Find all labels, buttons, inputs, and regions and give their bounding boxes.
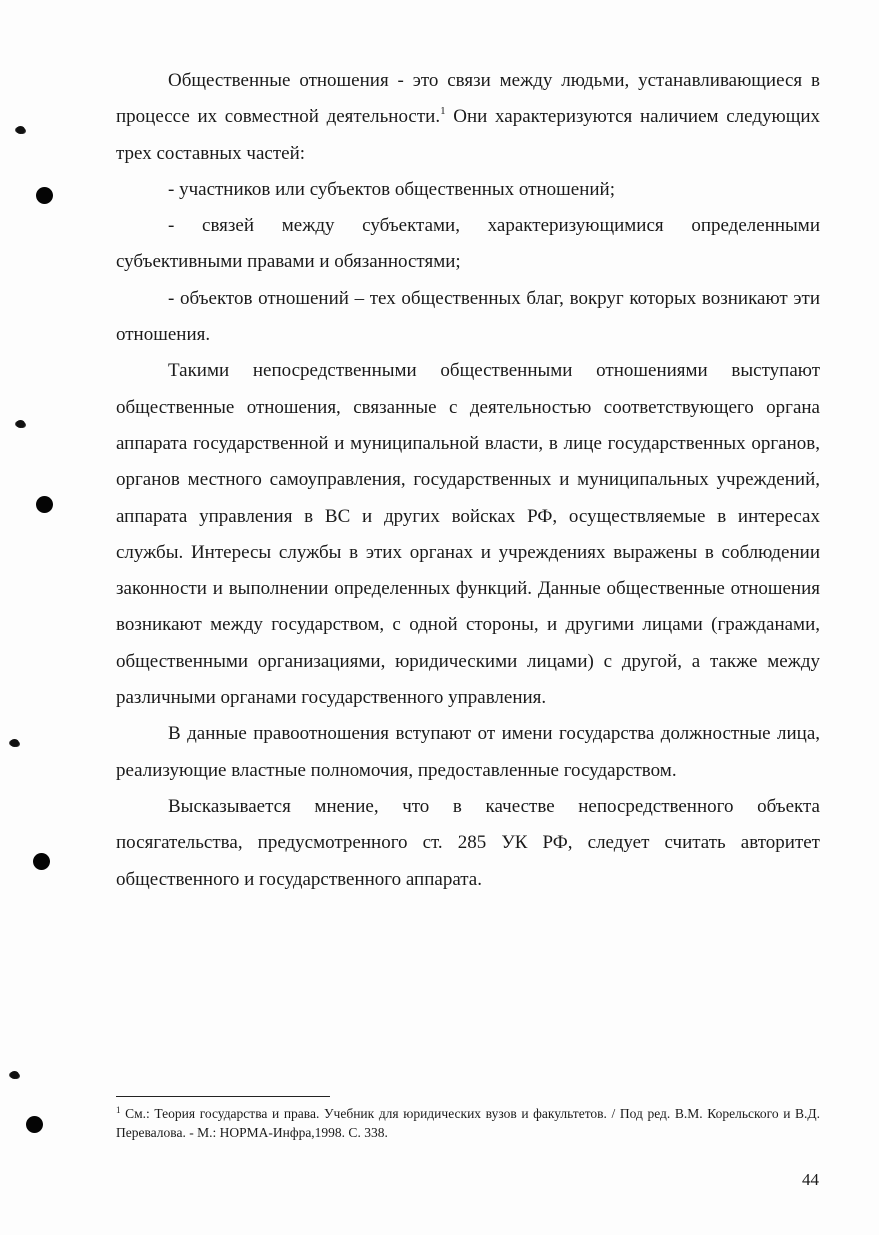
- list-item: - объектов отношений – тех общественных благ, вокруг которых возникают эти отношения.: [116, 287, 820, 346]
- paragraph-text: Общественные отношения - это связи между людьми, устанавливающиеся в процессе их совместной деятельности.: [116, 70, 820, 128]
- body-text: [116, 63, 820, 898]
- list-item: - участников или субъектов общественных отношений;: [168, 178, 615, 200]
- binder-mark: [16, 420, 25, 428]
- paragraph: В данные правоотношения вступают от имени государства должностные лица, реализующие властные полномочия, предоставленные государством.: [116, 723, 820, 781]
- punch-hole: [36, 496, 53, 513]
- punch-hole: [36, 187, 53, 204]
- paragraph-text: Они характеризуются наличием следующих трех составных частей:: [116, 106, 821, 164]
- punch-hole: [26, 1116, 43, 1133]
- footnote-text: См.: Теория государства и права. Учебник для юридических вузов и факультетов. / Под ред. В.М. Корельского и В.Д. Перевалова. - М.: НОРМА-Инфра,1998. С. 338.: [116, 1106, 820, 1140]
- binder-mark: [10, 739, 19, 747]
- footnote: [116, 1104, 820, 1142]
- list-item: - связей между субъектами, характеризующимися определенными субъективными правами и обязанностями;: [116, 215, 820, 273]
- binder-mark: [10, 1071, 19, 1079]
- page-number: 44: [802, 1170, 819, 1189]
- paragraph: Такими непосредственными общественными отношениями выступают общественные отношения, связанные с деятельностью соответствующего органа аппарата государственной и муниципальной власти, в лице государственных органов, органов местного самоуправления, государственных и муниципальных учреждений, аппарата управления в ВС и других войсках РФ, осуществляемые в интересах службы. Интересы службы в этих органах и учреждениях выражены в соблюдении законности и выполнении определенных функций. Данные общественные отношения возникают между государством, с одной стороны, и другими лицами (гражданами, общественными организациями, юридическими лицами) с другой, а также между различными органами государственного управления.: [116, 360, 820, 709]
- binder-mark: [16, 126, 25, 134]
- footnote-reference: 1: [440, 105, 446, 118]
- footnote-marker: 1: [116, 1105, 121, 1115]
- footnote-divider: [116, 1096, 330, 1097]
- punch-hole: [33, 853, 50, 870]
- paragraph: Высказывается мнение, что в качестве непосредственного объекта посягательства, предусмотренного ст. 285 УК РФ, следует считать авторитет общественного и государственного аппарата.: [116, 795, 820, 890]
- paragraph: [116, 63, 820, 172]
